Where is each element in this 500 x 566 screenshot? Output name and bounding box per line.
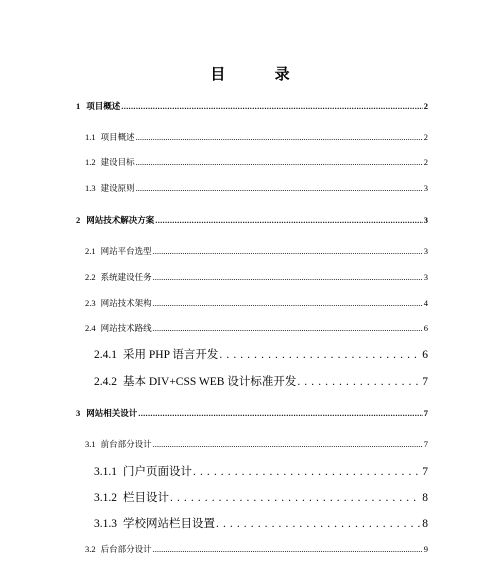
toc-entry[interactable]	[94, 346, 428, 362]
dot-leader	[153, 298, 423, 308]
entry-page-number: 2	[423, 132, 428, 142]
entry-number: 2.4.1	[94, 349, 117, 361]
entry-page-number: 6	[423, 323, 428, 333]
entry-title: 门户页面设计	[123, 466, 192, 478]
toc-entry[interactable]	[85, 543, 428, 555]
toc-entry[interactable]	[94, 489, 428, 505]
dot-leader	[153, 439, 423, 449]
toc-entry[interactable]	[85, 131, 428, 143]
entry-page-number: 3	[423, 183, 428, 193]
dot-leader	[153, 272, 423, 282]
entry-number: 3.1	[85, 439, 96, 449]
entry-title: 建设原则	[100, 183, 135, 193]
entry-title: 系统建设任务	[100, 272, 152, 282]
entry-title: 项目概述	[86, 101, 121, 111]
entry-number: 2.2	[85, 272, 96, 282]
dot-leader	[170, 492, 421, 504]
entry-title: 学校网站栏目设置	[123, 518, 215, 530]
entry-number: 2.4	[85, 323, 96, 333]
entry-title: 采用 PHP 语言开发	[123, 349, 219, 361]
entry-number: 3.2	[85, 544, 96, 554]
entry-title: 前台部分设计	[100, 439, 152, 449]
entry-page-number: 8	[422, 518, 428, 530]
entry-number: 2.1	[85, 246, 96, 256]
entry-page-number: 3	[423, 272, 428, 282]
entry-number: 2.4.2	[94, 376, 117, 388]
entry-number: 1.2	[85, 157, 96, 167]
entry-title: 基本 DIV+CSS WEB 设计标准开发	[123, 376, 297, 388]
dot-leader	[121, 101, 422, 111]
toc-entry[interactable]	[85, 297, 428, 309]
dot-leader	[136, 132, 423, 142]
dot-leader	[155, 215, 422, 225]
entry-title: 网站平台选型	[100, 246, 152, 256]
entry-number: 3.1.3	[94, 518, 117, 530]
dot-leader	[153, 544, 423, 554]
entry-page-number: 2	[423, 101, 428, 111]
entry-page-number: 3	[423, 215, 428, 225]
entry-page-number: 7	[422, 466, 428, 478]
dot-leader	[216, 518, 421, 530]
toc-title: 目 录	[210, 65, 312, 83]
dot-leader	[297, 376, 421, 388]
entry-page-number: 7	[422, 376, 428, 388]
toc-entry[interactable]	[76, 214, 428, 226]
entry-number: 3.1.2	[94, 492, 117, 504]
dot-leader	[136, 157, 423, 167]
entry-title: 网站技术解决方案	[86, 215, 155, 225]
toc-entry[interactable]	[94, 463, 428, 479]
dot-leader	[153, 246, 423, 256]
entry-title: 后台部分设计	[100, 544, 152, 554]
entry-title: 项目概述	[100, 132, 135, 142]
toc-entry[interactable]	[76, 407, 428, 419]
entry-title: 网站相关设计	[86, 408, 138, 418]
toc-entry[interactable]	[85, 245, 428, 257]
toc-entry[interactable]	[85, 271, 428, 283]
dot-leader	[136, 183, 423, 193]
entry-page-number: 6	[422, 349, 428, 361]
entry-title: 网站技术架构	[100, 298, 152, 308]
entry-page-number: 2	[423, 157, 428, 167]
entry-number: 3	[76, 408, 81, 418]
toc-entry[interactable]	[94, 515, 428, 531]
entry-title: 建设目标	[100, 157, 135, 167]
dot-leader	[153, 323, 423, 333]
toc-entry[interactable]	[85, 322, 428, 334]
entry-number: 3.1.1	[94, 466, 117, 478]
entry-page-number: 7	[423, 439, 428, 449]
dot-leader	[138, 408, 422, 418]
toc-entry[interactable]	[85, 156, 428, 168]
entry-number: 2.3	[85, 298, 96, 308]
toc-entry[interactable]	[85, 438, 428, 450]
toc-entry[interactable]	[76, 100, 428, 112]
entry-number: 1.3	[85, 183, 96, 193]
entry-page-number: 3	[423, 246, 428, 256]
dot-leader	[193, 466, 421, 478]
entry-page-number: 9	[423, 544, 428, 554]
entry-page-number: 8	[422, 492, 428, 504]
entry-title: 栏目设计	[123, 492, 169, 504]
toc-entry[interactable]	[85, 182, 428, 194]
entry-number: 2	[76, 215, 81, 225]
entry-page-number: 7	[423, 408, 428, 418]
entry-page-number: 4	[423, 298, 428, 308]
toc-entry[interactable]	[94, 373, 428, 389]
entry-number: 1	[76, 101, 81, 111]
entry-title: 网站技术路线	[100, 323, 152, 333]
dot-leader	[219, 349, 421, 361]
entry-number: 1.1	[85, 132, 96, 142]
